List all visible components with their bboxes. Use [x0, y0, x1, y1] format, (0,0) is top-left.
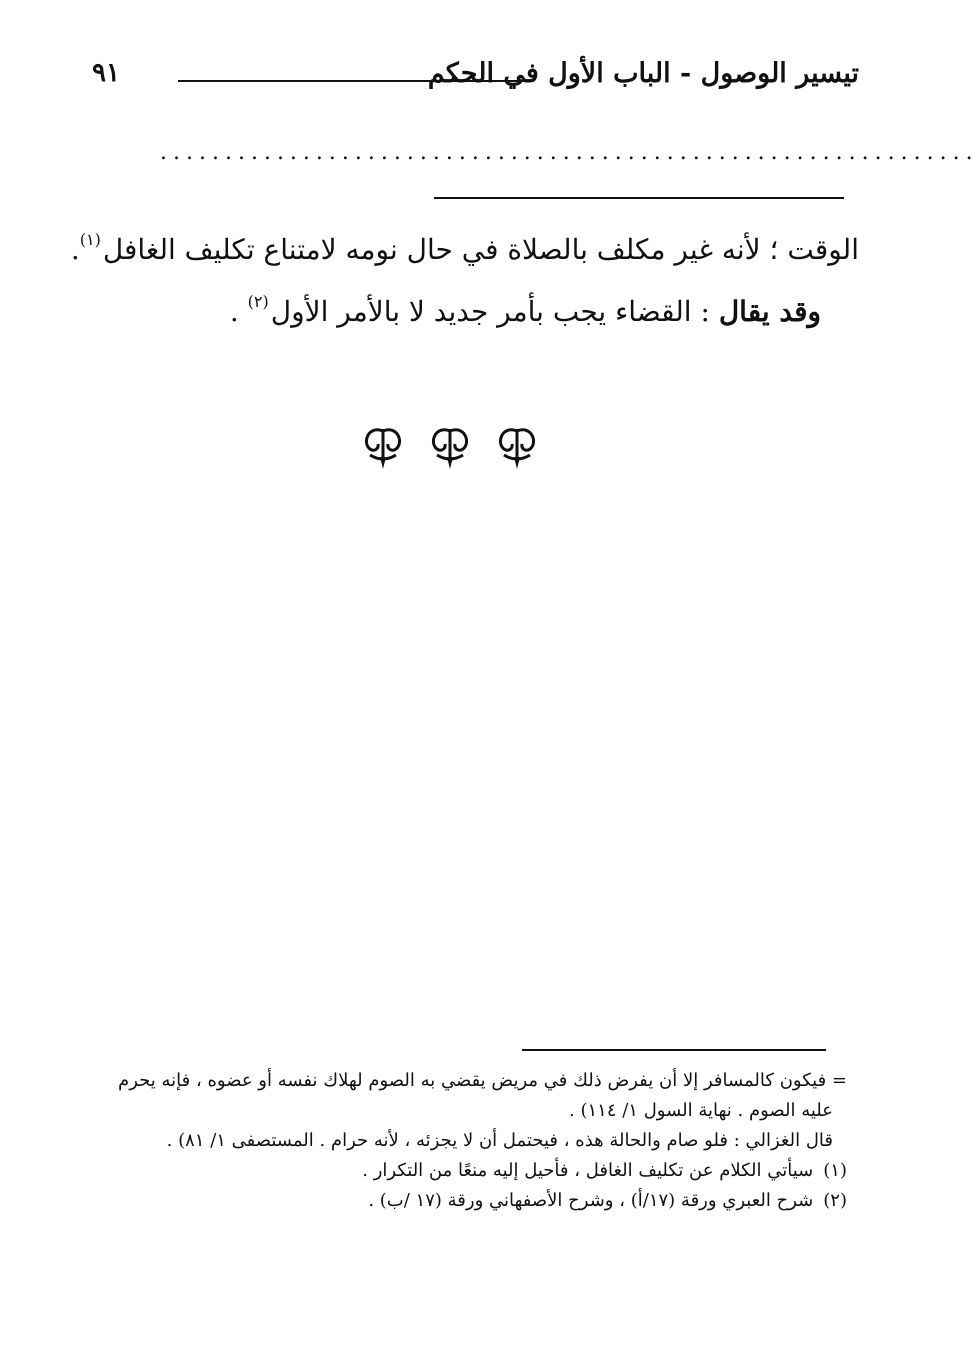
footnote-rule	[522, 1049, 826, 1051]
page-header	[80, 58, 859, 102]
dotted-separator: ...............................................................	[160, 140, 979, 165]
body-line-1-end: .	[70, 233, 80, 266]
footnote-1-number: (١)	[823, 1160, 847, 1181]
body-line-1-text: الوقت ؛ لأنه غير مكلف بالصلاة في حال نومه لامتناع تكليف الغافل	[102, 233, 859, 266]
footnote-ref-2[interactable]: (٢)	[247, 292, 269, 311]
body-line-2-lead: وقد يقال	[718, 295, 821, 328]
fleuron-icon	[494, 423, 540, 473]
header-rule	[178, 80, 529, 82]
page-number: ٩١	[92, 58, 120, 88]
footnote-continuation-line-1: = فيكون كالمسافر إلا أن يفرض ذلك في مريض يقضي به الصوم لهلاك نفسه أو عضوه ، فإنه يحرم	[118, 1070, 847, 1091]
main-text	[70, 214, 859, 338]
footnote-ref-1[interactable]: (١)	[79, 230, 101, 249]
body-line-2-end: .	[229, 295, 248, 328]
footnote-2-text: شرح العبري ورقة (١٧/أ) ، وشرح الأصفهاني ورقة (١٧ /ب) .	[368, 1190, 814, 1211]
section-end-ornaments	[360, 420, 540, 476]
footnote-1-text: سيأتي الكلام عن تكليف الغافل ، فأحيل إليه منعًا من التكرار .	[362, 1160, 814, 1181]
fleuron-icon	[360, 423, 406, 473]
footnote-2-number: (٢)	[823, 1190, 847, 1211]
footnote-continuation-line-3: قال الغزالي : فلو صام والحالة هذه ، فيحتمل أن لا يجزئه ، لأنه حرام . المستصفى ١/ ٨١) .	[166, 1130, 833, 1151]
footnote-1	[87, 1156, 847, 1186]
footnotes	[87, 1066, 847, 1216]
body-line-1	[70, 214, 859, 276]
fleuron-icon	[427, 423, 473, 473]
body-line-2-text: : القضاء يجب بأمر جديد لا بالأمر الأول	[270, 295, 710, 328]
running-title: تيسير الوصول - الباب الأول في الحكم	[427, 58, 859, 89]
footnote-continuation-line-2: عليه الصوم . نهاية السول ١/ ١١٤) .	[569, 1100, 833, 1121]
body-line-2	[79, 276, 859, 338]
footnote-2	[87, 1186, 847, 1216]
section-rule	[434, 197, 844, 199]
